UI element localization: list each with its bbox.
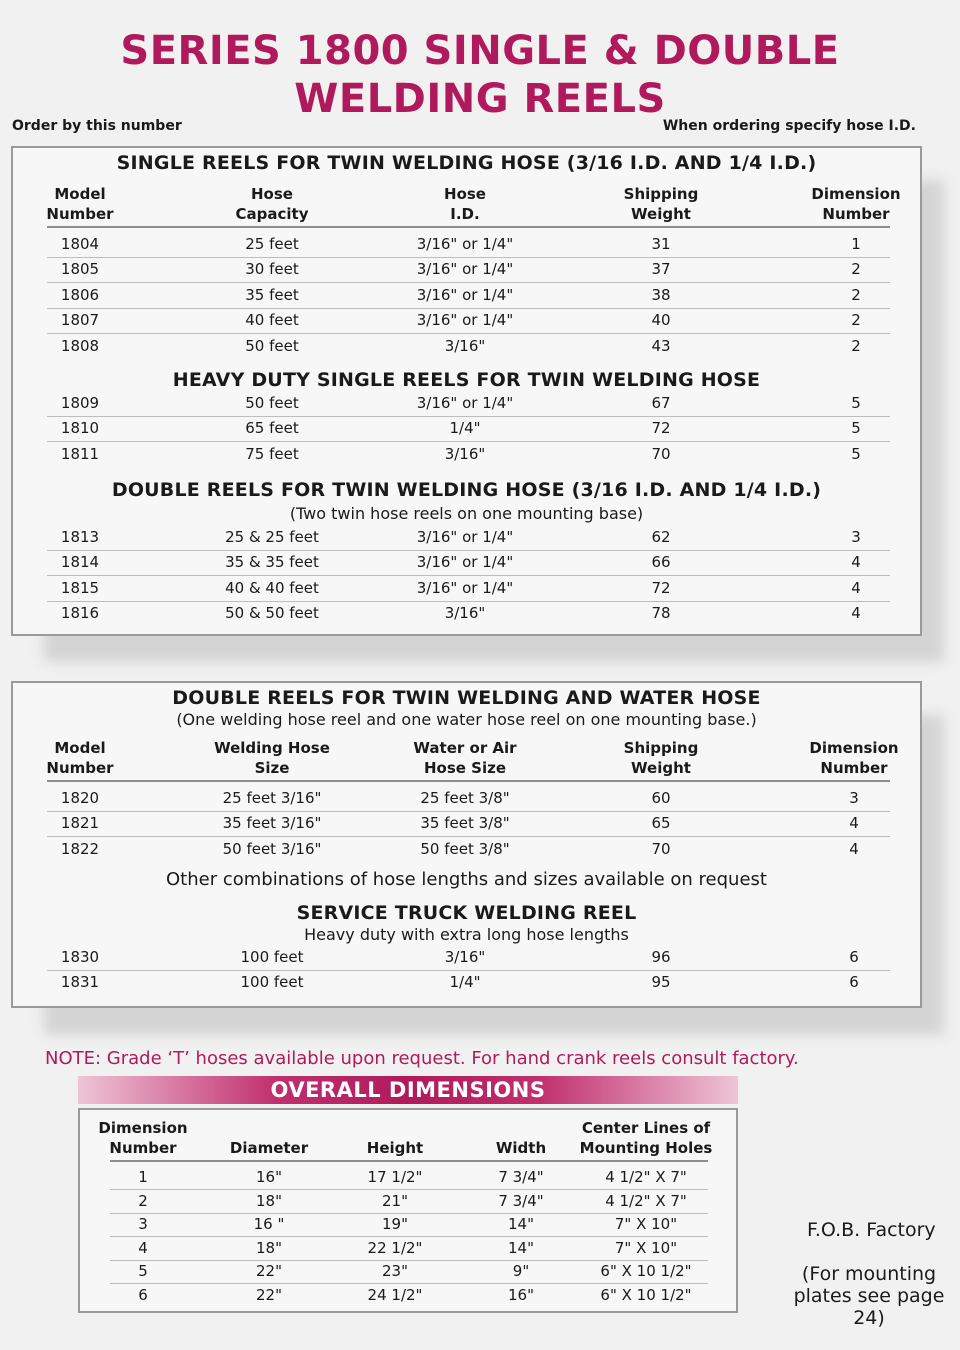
table-cell: 40 feet — [245, 311, 299, 330]
double-reels-subtitle: (Two twin hose reels on one mounting base) — [289, 504, 644, 523]
table-cell: 7 3/4" — [498, 1168, 544, 1186]
table-row — [47, 576, 890, 602]
table-cell: 38 — [651, 285, 671, 304]
overall-dimensions-banner: OVERALL DIMENSIONS — [78, 1076, 738, 1104]
table-cell: 25 feet — [245, 235, 299, 253]
single-reels-title: SINGLE REELS FOR TWIN WELDING HOSE (3/16 I.D. AND 1/4 I.D.) — [116, 152, 817, 174]
table-row — [110, 1166, 708, 1190]
table-row — [47, 786, 890, 812]
table-row — [47, 970, 890, 995]
table-cell: 70 — [651, 839, 671, 858]
table-cell: 6" X 10 1/2" — [600, 1286, 692, 1304]
table-row — [110, 1260, 708, 1284]
table-cell: 3 — [851, 528, 861, 546]
table-cell: 5 — [851, 444, 861, 463]
table-cell: 3/16" or 1/4" — [416, 578, 514, 597]
table-cell: 3/16" — [444, 336, 486, 355]
table-cell: 3/16" or 1/4" — [416, 553, 514, 572]
table-cell: 35 feet — [245, 285, 299, 304]
table-cell: 65 feet — [245, 419, 299, 438]
table-cell: 50 feet 3/16" — [222, 839, 322, 858]
other-combinations-note: Other combinations of hose lengths and sizes available on request — [166, 869, 767, 890]
table-row — [47, 550, 890, 576]
table-cell: 1830 — [60, 948, 100, 966]
table-cell: 40 — [651, 311, 671, 330]
table-cell: 4 1/2" X 7" — [605, 1168, 687, 1186]
table-cell: 4 — [851, 604, 861, 623]
table-cell: 30 feet — [245, 260, 299, 279]
table-cell: 18" — [256, 1191, 282, 1210]
table-cell: 100 feet — [240, 948, 304, 966]
table-cell: 1809 — [60, 394, 100, 412]
table-cell: 4 — [851, 578, 861, 597]
table-cell: 2 — [851, 260, 861, 279]
table-row — [110, 1284, 708, 1307]
service-truck-subtitle: Heavy duty with extra long hose lengths — [304, 925, 629, 944]
table-cell: 1821 — [60, 814, 100, 833]
table-cell: 1810 — [60, 419, 100, 438]
table-cell: 3/16" — [444, 948, 486, 966]
table-cell: 23" — [382, 1262, 408, 1281]
table-cell: 14" — [508, 1215, 534, 1234]
table-cell: 9" — [512, 1262, 530, 1281]
table-cell: 22 1/2" — [367, 1238, 423, 1257]
table-cell: 1815 — [60, 578, 100, 597]
table-cell: 7" X 10" — [614, 1215, 678, 1234]
table-cell: 1 — [138, 1168, 148, 1186]
table-row — [47, 442, 890, 467]
table-cell: 17 1/2" — [367, 1168, 423, 1186]
table-row — [47, 945, 890, 971]
table-cell: 43 — [651, 336, 671, 355]
order-instruction: Order by this number — [12, 118, 182, 134]
table-cell: 4 1/2" X 7" — [605, 1191, 687, 1210]
table-cell: 6" X 10 1/2" — [600, 1262, 692, 1281]
table-cell: 1805 — [60, 260, 100, 279]
col-header-welding-hose-size: Welding Hose Size — [214, 739, 330, 777]
table-cell: 4 — [849, 814, 859, 833]
col-header-hose-capacity: Hose Capacity — [235, 185, 309, 223]
col-header-dimension: Dimension Number — [809, 739, 899, 777]
table-cell: 25 feet 3/16" — [222, 789, 322, 807]
table-cell: 16 " — [253, 1215, 285, 1234]
table-cell: 2 — [138, 1191, 148, 1210]
table-row — [47, 391, 890, 417]
table-cell: 1807 — [60, 311, 100, 330]
page-title-line1: SERIES 1800 SINGLE & DOUBLE — [120, 28, 840, 74]
table-cell: 3/16" or 1/4" — [416, 235, 514, 253]
table-cell: 62 — [651, 528, 671, 546]
table-row — [47, 837, 890, 862]
fob-factory: F.O.B. Factory — [807, 1219, 936, 1241]
table-cell: 5 — [851, 419, 861, 438]
water-hose-subtitle: (One welding hose reel and one water hose reel on one mounting base.) — [176, 710, 757, 729]
table-cell: 35 feet 3/16" — [222, 814, 322, 833]
table-cell: 25 feet 3/8" — [420, 789, 510, 807]
col-header-dimension: Dimension Number — [811, 185, 901, 223]
table-cell: 6 — [849, 973, 859, 991]
table-cell: 24 1/2" — [367, 1286, 423, 1304]
table-row — [110, 1237, 708, 1261]
dimensions-panel — [78, 1108, 738, 1313]
table-cell: 21" — [382, 1191, 408, 1210]
table-cell: 1814 — [60, 553, 100, 572]
table-cell: 7" X 10" — [614, 1238, 678, 1257]
dim-header-diameter: Diameter — [229, 1139, 309, 1157]
hose-id-instruction: When ordering specify hose I.D. — [662, 118, 916, 134]
table-cell: 50 feet — [245, 394, 299, 412]
double-reels-title: DOUBLE REELS FOR TWIN WELDING HOSE (3/16 I.D. AND 1/4 I.D.) — [111, 479, 822, 501]
mounting-plates-note: (For mounting plates see page 24) — [793, 1263, 945, 1329]
col-header-model: Model Number — [46, 739, 114, 777]
table-cell: 35 & 35 feet — [225, 553, 319, 572]
table-cell: 72 — [651, 419, 671, 438]
table-cell: 35 feet 3/8" — [420, 814, 510, 833]
table-cell: 50 & 50 feet — [225, 604, 319, 623]
water-hose-title: DOUBLE REELS FOR TWIN WELDING AND WATER HOSE — [172, 687, 761, 709]
table-cell: 3/16" or 1/4" — [416, 311, 514, 330]
table-row — [47, 334, 890, 359]
col-header-model: Model Number — [46, 185, 114, 223]
table-cell: 96 — [651, 948, 671, 966]
page-title-line2: WELDING REELS — [294, 76, 666, 122]
dim-header-number: Dimension Number — [98, 1119, 188, 1157]
table-cell: 50 feet 3/8" — [420, 839, 510, 858]
table-cell: 1808 — [60, 336, 100, 355]
table-cell: 40 & 40 feet — [225, 578, 319, 597]
table-cell: 6 — [138, 1286, 148, 1304]
table-cell: 3/16" — [444, 604, 486, 623]
table-cell: 6 — [849, 948, 859, 966]
col-header-shipping-weight: Shipping Weight — [623, 739, 699, 777]
table-cell: 16" — [508, 1286, 534, 1304]
table-cell: 72 — [651, 578, 671, 597]
table-row — [47, 416, 890, 442]
table-row — [47, 601, 890, 626]
table-cell: 50 feet — [245, 336, 299, 355]
table-cell: 3/16" or 1/4" — [416, 285, 514, 304]
table-cell: 1822 — [60, 839, 100, 858]
table-cell: 1813 — [60, 528, 100, 546]
single-reels-panel — [11, 146, 922, 636]
table-cell: 25 & 25 feet — [225, 528, 319, 546]
table-cell: 1820 — [60, 789, 100, 807]
table-cell: 5 — [851, 394, 861, 412]
table-cell: 4 — [138, 1238, 148, 1257]
table-cell: 14" — [508, 1238, 534, 1257]
table-cell: 65 — [651, 814, 671, 833]
table-cell: 7 3/4" — [498, 1191, 544, 1210]
dim-header-width: Width — [495, 1139, 547, 1157]
table-row — [47, 525, 890, 551]
table-cell: 37 — [651, 260, 671, 279]
table-cell: 18" — [256, 1238, 282, 1257]
table-row — [47, 257, 890, 283]
table-cell: 2 — [851, 285, 861, 304]
table-cell: 4 — [849, 839, 859, 858]
table-cell: 60 — [651, 789, 671, 807]
col-header-shipping-weight: Shipping Weight — [623, 185, 699, 223]
table-cell: 3/16" — [444, 444, 486, 463]
table-cell: 2 — [851, 311, 861, 330]
table-cell: 1806 — [60, 285, 100, 304]
service-truck-title: SERVICE TRUCK WELDING REEL — [296, 902, 637, 924]
table-cell: 16" — [256, 1168, 282, 1186]
table-cell: 19" — [382, 1215, 408, 1234]
table-cell: 5 — [138, 1262, 148, 1281]
table-cell: 95 — [651, 973, 671, 991]
table-cell: 1804 — [60, 235, 100, 253]
table-cell: 22" — [256, 1286, 282, 1304]
table-row — [47, 308, 890, 334]
table-cell: 4 — [851, 553, 861, 572]
grade-t-note: NOTE: Grade ‘T’ hoses available upon request. For hand crank reels consult factory. — [45, 1048, 799, 1069]
table-cell: 66 — [651, 553, 671, 572]
table-cell: 3/16" or 1/4" — [416, 260, 514, 279]
table-cell: 3/16" or 1/4" — [416, 528, 514, 546]
table-cell: 1831 — [60, 973, 100, 991]
table-cell: 1 — [851, 235, 861, 253]
table-cell: 67 — [651, 394, 671, 412]
table-cell: 1816 — [60, 604, 100, 623]
table-cell: 70 — [651, 444, 671, 463]
table-cell: 1/4" — [449, 973, 481, 991]
table-row — [110, 1190, 708, 1214]
table-cell: 2 — [851, 336, 861, 355]
table-cell: 78 — [651, 604, 671, 623]
col-header-water-hose-size: Water or Air Hose Size — [413, 739, 517, 777]
dim-header-mounting-holes: Center Lines of Mounting Holes — [579, 1119, 713, 1157]
table-cell: 31 — [651, 235, 671, 253]
table-cell: 100 feet — [240, 973, 304, 991]
water-hose-panel — [11, 681, 922, 1008]
table-cell: 3 — [849, 789, 859, 807]
dim-header-height: Height — [366, 1139, 424, 1157]
table-cell: 22" — [256, 1262, 282, 1281]
table-cell: 3 — [138, 1215, 148, 1234]
table-cell: 75 feet — [245, 444, 299, 463]
heavy-duty-title: HEAVY DUTY SINGLE REELS FOR TWIN WELDING HOSE — [172, 369, 761, 391]
table-row — [47, 811, 890, 837]
table-row — [47, 232, 890, 258]
table-row — [47, 283, 890, 309]
table-cell: 1811 — [60, 444, 100, 463]
table-cell: 3/16" or 1/4" — [416, 394, 514, 412]
table-row — [110, 1213, 708, 1237]
table-cell: 1/4" — [449, 419, 481, 438]
col-header-hose-id: Hose I.D. — [444, 185, 486, 223]
